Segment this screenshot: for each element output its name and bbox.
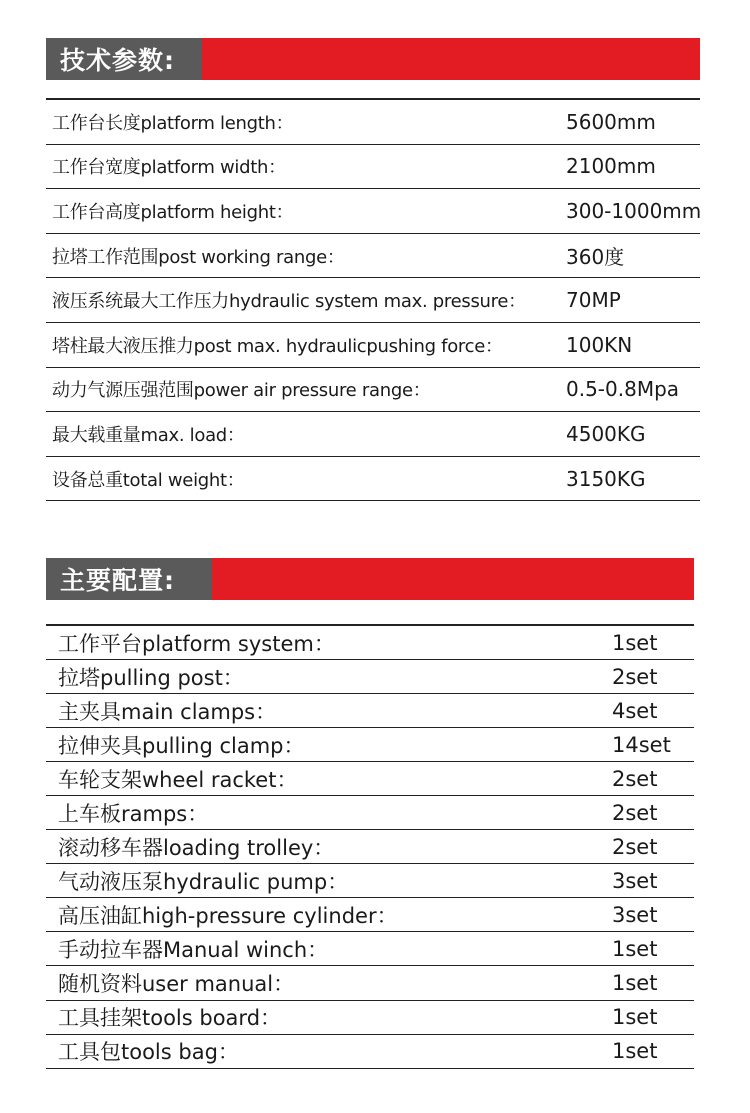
config-value: 2set bbox=[612, 664, 658, 689]
param-label: 液压系统最大工作压力hydraulic system max. pressure： bbox=[52, 291, 526, 313]
tech-params-table bbox=[46, 98, 700, 501]
config-label: 工具包tools bag： bbox=[58, 1040, 239, 1065]
param-label: 工作台长度platform length： bbox=[52, 112, 294, 134]
config-value: 3set bbox=[612, 868, 658, 893]
tech-params-banner bbox=[46, 38, 700, 80]
table-row bbox=[46, 189, 700, 234]
param-value: 0.5-0.8Mpa bbox=[566, 377, 680, 402]
table-row bbox=[46, 368, 700, 413]
config-value: 4set bbox=[612, 698, 658, 723]
table-row bbox=[46, 796, 694, 830]
table-row bbox=[46, 145, 700, 190]
config-label: 工具挂架tools board： bbox=[58, 1006, 282, 1031]
param-label: 设备总重total weight： bbox=[52, 469, 245, 491]
table-row bbox=[46, 412, 700, 457]
param-value: 100KN bbox=[566, 332, 633, 357]
main-config-table bbox=[46, 624, 694, 1069]
table-row bbox=[46, 830, 694, 864]
table-row bbox=[46, 1035, 694, 1069]
table-row bbox=[46, 762, 694, 796]
config-label: 滚动移车器loading trolley： bbox=[58, 835, 335, 860]
param-value: 300-1000mm bbox=[566, 198, 702, 223]
main-config-banner bbox=[46, 558, 694, 600]
banner-red-bar bbox=[202, 38, 700, 80]
param-value: 360度 bbox=[566, 245, 625, 270]
param-label: 拉塔工作范围post working range： bbox=[52, 246, 345, 268]
main-config-title: 主要配置: bbox=[46, 558, 212, 600]
table-row bbox=[46, 660, 694, 694]
table-row bbox=[46, 1001, 694, 1035]
config-value: 3set bbox=[612, 902, 658, 927]
config-value: 2set bbox=[612, 766, 658, 791]
config-value: 2set bbox=[612, 834, 658, 859]
config-label: 拉塔pulling post： bbox=[58, 665, 244, 690]
table-row bbox=[46, 898, 694, 932]
config-value: 1set bbox=[612, 1039, 658, 1064]
config-label: 高压油缸high-pressure cylinder： bbox=[58, 903, 398, 928]
config-label: 随机资料user manual： bbox=[58, 971, 295, 996]
config-value: 1set bbox=[612, 1005, 658, 1030]
table-row bbox=[46, 966, 694, 1000]
table-row bbox=[46, 100, 700, 145]
config-label: 手动拉车器Manual winch： bbox=[58, 937, 329, 962]
config-value: 14set bbox=[612, 732, 671, 757]
param-label: 最大载重量max. load： bbox=[52, 424, 245, 446]
config-label: 车轮支架wheel racket： bbox=[58, 767, 298, 792]
config-label: 工作平台platform system： bbox=[58, 631, 335, 656]
table-row bbox=[46, 457, 700, 502]
config-label: 上车板ramps： bbox=[58, 801, 209, 826]
config-label: 拉伸夹具pulling clamp： bbox=[58, 733, 305, 758]
param-label: 动力气源压强范围power air pressure range： bbox=[52, 380, 431, 402]
param-value: 3150KG bbox=[566, 466, 646, 491]
table-row bbox=[46, 932, 694, 966]
param-value: 4500KG bbox=[566, 421, 646, 446]
config-value: 1set bbox=[612, 630, 658, 655]
table-row bbox=[46, 864, 694, 898]
table-row bbox=[46, 694, 694, 728]
table-row bbox=[46, 728, 694, 762]
config-value: 2set bbox=[612, 800, 658, 825]
table-row bbox=[46, 234, 700, 279]
param-value: 70MP bbox=[566, 288, 621, 313]
config-value: 1set bbox=[612, 936, 658, 961]
param-value: 2100mm bbox=[566, 154, 656, 179]
config-label: 气动液压泵hydraulic pump： bbox=[58, 869, 349, 894]
param-label: 工作台高度platform height： bbox=[52, 201, 294, 223]
config-label: 主夹具main clamps： bbox=[58, 699, 277, 724]
table-row bbox=[46, 323, 700, 368]
table-row bbox=[46, 626, 694, 660]
banner-red-bar bbox=[212, 558, 694, 600]
tech-params-title: 技术参数: bbox=[46, 38, 202, 80]
param-value: 5600mm bbox=[566, 109, 656, 134]
param-label: 工作台宽度platform width： bbox=[52, 157, 286, 179]
config-value: 1set bbox=[612, 970, 658, 995]
param-label: 塔柱最大液压推力post max. hydraulicpushing force： bbox=[52, 335, 503, 357]
table-row bbox=[46, 278, 700, 323]
